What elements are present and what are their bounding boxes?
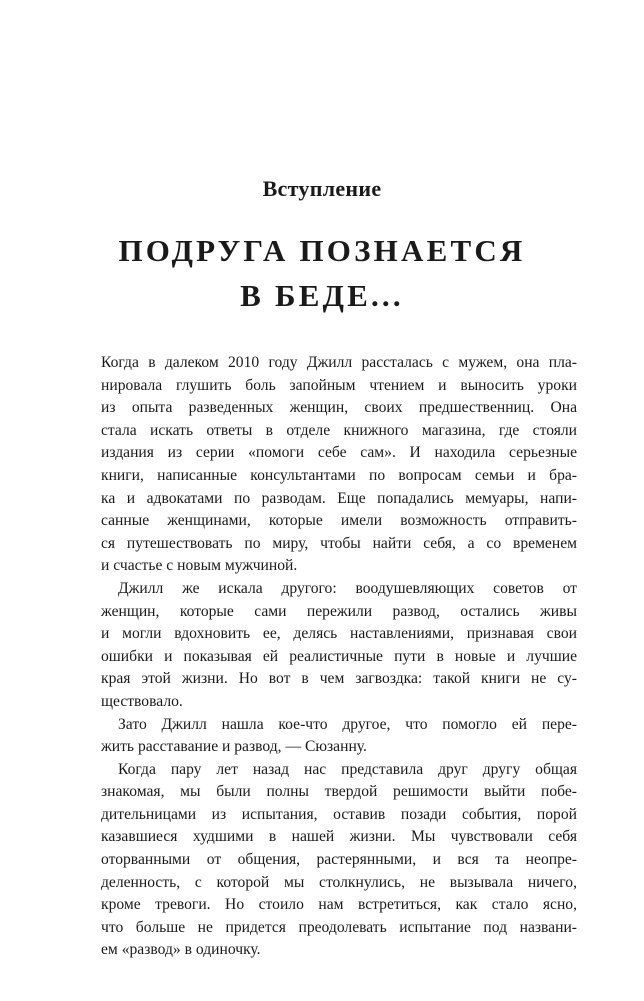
text-line: нировала глушить боль запойным чтением и выносить уроки xyxy=(101,376,577,394)
text-line: кроме тревоги. Но стоило нам встретиться, как стало ясно, xyxy=(101,896,577,914)
text-line: ся путешествовать по миру, чтобы найти себя, а со временем xyxy=(101,534,577,552)
text-line: книги, написанные консультантами по вопросам семьи и бра- xyxy=(101,466,577,484)
text-line: ществовало. xyxy=(101,692,183,710)
text-line: ка и адвокатами по разводам. Еще попадались мемуары, напи- xyxy=(101,489,577,507)
text-line: что больше не придется преодолевать испытание под названи- xyxy=(101,918,577,936)
text-line: деленность, с которой мы столкнулись, не вызывала ничего, xyxy=(101,873,577,891)
text-line: Когда пару лет назад нас представила друг другу общая xyxy=(118,760,577,778)
text-line: ошибки и показывая ей реалистичные пути в новые и лучшие xyxy=(101,647,577,665)
text-line: Джилл же искала другого: воодушевляющих советов от xyxy=(118,579,577,597)
text-line: казавшиеся худшими в нашей жизни. Мы чувствовали себя xyxy=(101,828,577,846)
chapter-title-line: ПОДРУГА ПОЗНАЕТСЯ xyxy=(118,233,526,268)
text-line: стала искать ответы в отделе книжного магазина, где стояли xyxy=(101,421,577,439)
chapter-title-line: В БЕДЕ... xyxy=(240,278,404,313)
text-line: издания из серии «помоги себе сам». И находила серьезные xyxy=(101,444,577,462)
text-line: оторванными от общения, растерянными, и вся та неопре- xyxy=(101,851,577,869)
chapter-title xyxy=(0,228,644,318)
text-line: Когда в далеком 2010 году Джилл рассталась с мужем, она пла- xyxy=(101,354,577,371)
text-line: знакомая, мы были полны твердой решимости выйти побе- xyxy=(101,783,577,801)
text-line: и счастье с новым мужчиной. xyxy=(101,557,298,575)
text-line: Зато Джилл нашла кое-что другое, что помогло ей пере- xyxy=(118,715,577,733)
text-line: края этой жизни. Но вот в чем загвоздка: такой книги не су- xyxy=(101,670,577,688)
text-line: дительницами из испытания, оставив позади события, порой xyxy=(101,805,577,823)
text-line: санные женщинами, которые имели возможность отправить- xyxy=(101,512,577,530)
text-line: ем «развод» в одиночку. xyxy=(101,941,261,959)
text-line: жить расставание и развод, — Сюзанну. xyxy=(101,738,367,756)
section-label: Вступление xyxy=(262,176,382,201)
text-line: из опыта разведенных женщин, своих предшественниц. Она xyxy=(101,399,577,417)
text-line: и могли вдохновить ее, делясь наставлениями, признавая свои xyxy=(101,625,577,643)
text-line: женщин, которые сами пережили развод, остались живы xyxy=(101,602,577,620)
body-text xyxy=(101,352,577,962)
